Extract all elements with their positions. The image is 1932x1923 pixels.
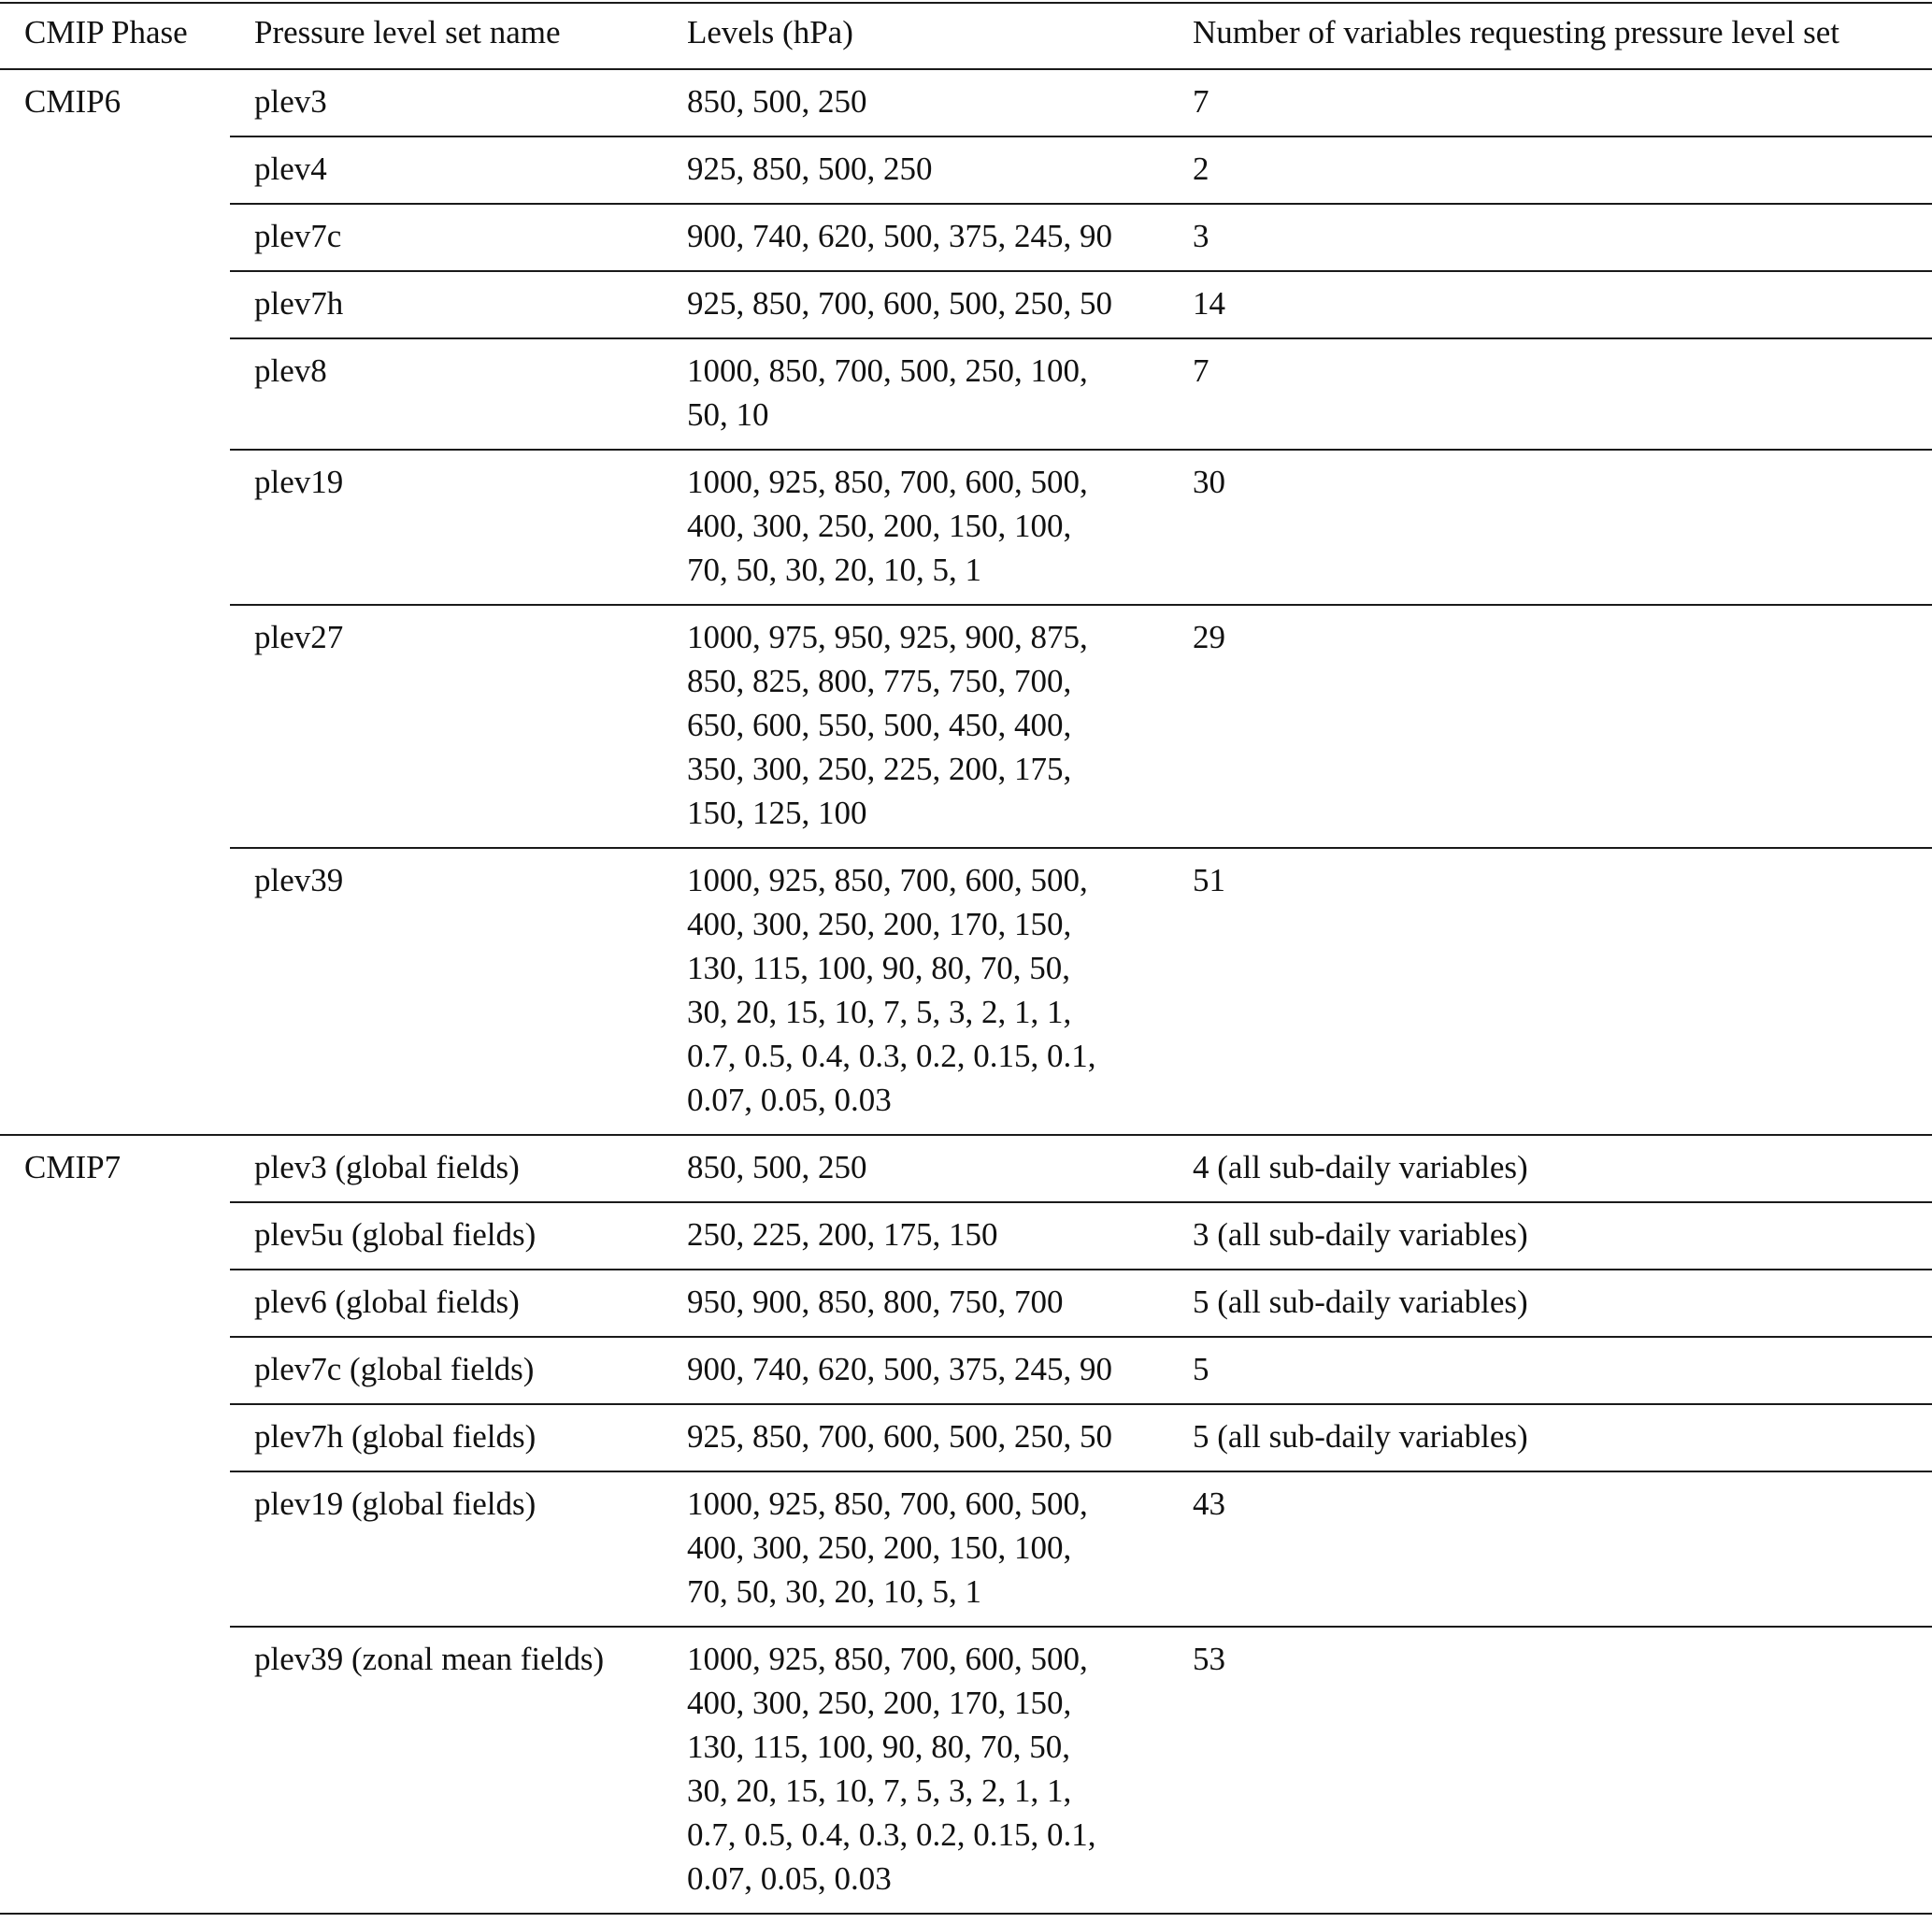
- variable-count-cell: 3: [1193, 218, 1209, 254]
- variable-count-cell: 2: [1193, 151, 1209, 187]
- levels-line: 400, 300, 250, 200, 170, 150,: [687, 906, 1072, 942]
- group-bottom-rule: [0, 1913, 1932, 1915]
- set-name-cell: plev7h (global fields): [254, 1418, 537, 1455]
- variable-count-cell: 5: [1193, 1351, 1209, 1387]
- row-separator-rule: [230, 1201, 1932, 1203]
- variable-count-cell: 3 (all sub-daily variables): [1193, 1216, 1528, 1253]
- variable-count-cell: 4 (all sub-daily variables): [1193, 1149, 1528, 1185]
- levels-line: 400, 300, 250, 200, 170, 150,: [687, 1685, 1072, 1721]
- levels-line: 70, 50, 30, 20, 10, 5, 1: [687, 552, 981, 588]
- levels-line: 400, 300, 250, 200, 150, 100,: [687, 1529, 1072, 1566]
- row-separator-rule: [230, 1471, 1932, 1472]
- set-name-cell: plev8: [254, 352, 327, 389]
- row-separator-rule: [230, 449, 1932, 451]
- levels-cell: [687, 147, 1323, 191]
- levels-line: 925, 850, 700, 600, 500, 250, 50: [687, 1418, 1112, 1455]
- variable-count-cell: 30: [1193, 464, 1225, 500]
- levels-cell: [687, 1347, 1323, 1391]
- set-name-cell: plev7c (global fields): [254, 1351, 535, 1387]
- levels-cell: [687, 349, 1323, 437]
- row-separator-rule: [230, 1269, 1932, 1270]
- levels-line: 850, 500, 250: [687, 83, 867, 120]
- row-separator-rule: [230, 270, 1932, 272]
- levels-line: 1000, 925, 850, 700, 600, 500,: [687, 464, 1088, 500]
- header-variable-count: Number of variables requesting pressure level set: [1193, 14, 1839, 50]
- levels-cell: [687, 858, 1323, 1122]
- levels-line: 30, 20, 15, 10, 7, 5, 3, 2, 1, 1,: [687, 994, 1072, 1030]
- levels-line: 150, 125, 100: [687, 795, 867, 831]
- header-bottom-rule: [0, 68, 1932, 70]
- set-name-cell: plev4: [254, 151, 327, 187]
- set-name-cell: plev27: [254, 619, 344, 655]
- levels-line: 130, 115, 100, 90, 80, 70, 50,: [687, 1729, 1070, 1765]
- levels-line: 925, 850, 500, 250: [687, 151, 933, 187]
- levels-line: 30, 20, 15, 10, 7, 5, 3, 2, 1, 1,: [687, 1772, 1072, 1809]
- set-name-cell: plev3: [254, 83, 327, 120]
- group-bottom-rule: [0, 1134, 1932, 1136]
- set-name-cell: plev39 (zonal mean fields): [254, 1641, 605, 1677]
- header-cmip-phase: CMIP Phase: [24, 14, 188, 50]
- levels-line: 130, 115, 100, 90, 80, 70, 50,: [687, 950, 1070, 986]
- set-name-cell: plev5u (global fields): [254, 1216, 537, 1253]
- levels-line: 350, 300, 250, 225, 200, 175,: [687, 751, 1072, 787]
- levels-line: 850, 825, 800, 775, 750, 700,: [687, 663, 1072, 699]
- levels-line: 250, 225, 200, 175, 150: [687, 1216, 998, 1253]
- levels-line: 925, 850, 700, 600, 500, 250, 50: [687, 285, 1112, 322]
- levels-cell: [687, 281, 1323, 325]
- row-separator-rule: [230, 1626, 1932, 1628]
- set-name-cell: plev19: [254, 464, 344, 500]
- variable-count-cell: 43: [1193, 1485, 1225, 1522]
- header-levels: Levels (hPa): [687, 14, 853, 50]
- levels-cell: [687, 1637, 1323, 1901]
- set-name-cell: plev6 (global fields): [254, 1284, 520, 1320]
- levels-line: 50, 10: [687, 396, 769, 433]
- levels-line: 0.07, 0.05, 0.03: [687, 1860, 892, 1897]
- variable-count-cell: 29: [1193, 619, 1225, 655]
- levels-line: 0.7, 0.5, 0.4, 0.3, 0.2, 0.15, 0.1,: [687, 1038, 1096, 1074]
- row-separator-rule: [230, 136, 1932, 137]
- row-separator-rule: [230, 1403, 1932, 1405]
- levels-cell: [687, 460, 1323, 592]
- levels-line: 650, 600, 550, 500, 450, 400,: [687, 707, 1072, 743]
- levels-line: 850, 500, 250: [687, 1149, 867, 1185]
- variable-count-cell: 5 (all sub-daily variables): [1193, 1284, 1528, 1320]
- levels-cell: [687, 79, 1323, 123]
- row-separator-rule: [230, 203, 1932, 205]
- variable-count-cell: 5 (all sub-daily variables): [1193, 1418, 1528, 1455]
- set-name-cell: plev3 (global fields): [254, 1149, 520, 1185]
- cmip-phase-label: CMIP7: [24, 1149, 122, 1185]
- variable-count-cell: 51: [1193, 862, 1225, 898]
- levels-line: 1000, 925, 850, 700, 600, 500,: [687, 1485, 1088, 1522]
- variable-count-cell: 53: [1193, 1641, 1225, 1677]
- levels-line: 0.7, 0.5, 0.4, 0.3, 0.2, 0.15, 0.1,: [687, 1816, 1096, 1853]
- levels-line: 1000, 925, 850, 700, 600, 500,: [687, 862, 1088, 898]
- set-name-cell: plev19 (global fields): [254, 1485, 537, 1522]
- levels-cell: [687, 615, 1323, 835]
- levels-line: 900, 740, 620, 500, 375, 245, 90: [687, 1351, 1112, 1387]
- levels-line: 1000, 850, 700, 500, 250, 100,: [687, 352, 1088, 389]
- variable-count-cell: 7: [1193, 83, 1209, 120]
- header-set-name: Pressure level set name: [254, 14, 561, 50]
- row-separator-rule: [230, 337, 1932, 339]
- set-name-cell: plev7h: [254, 285, 344, 322]
- levels-line: 70, 50, 30, 20, 10, 5, 1: [687, 1573, 981, 1610]
- variable-count-cell: 14: [1193, 285, 1225, 322]
- row-separator-rule: [230, 847, 1932, 849]
- set-name-cell: plev7c: [254, 218, 342, 254]
- levels-cell: [687, 214, 1323, 258]
- levels-line: 950, 900, 850, 800, 750, 700: [687, 1284, 1064, 1320]
- row-separator-rule: [230, 1336, 1932, 1338]
- levels-line: 0.07, 0.05, 0.03: [687, 1082, 892, 1118]
- levels-line: 1000, 925, 850, 700, 600, 500,: [687, 1641, 1088, 1677]
- levels-cell: [687, 1482, 1323, 1614]
- levels-line: 900, 740, 620, 500, 375, 245, 90: [687, 218, 1112, 254]
- levels-line: 400, 300, 250, 200, 150, 100,: [687, 508, 1072, 544]
- table-top-rule: [0, 2, 1932, 4]
- set-name-cell: plev39: [254, 862, 344, 898]
- variable-count-cell: 7: [1193, 352, 1209, 389]
- row-separator-rule: [230, 604, 1932, 606]
- cmip-phase-label: CMIP6: [24, 83, 122, 120]
- levels-line: 1000, 975, 950, 925, 900, 875,: [687, 619, 1088, 655]
